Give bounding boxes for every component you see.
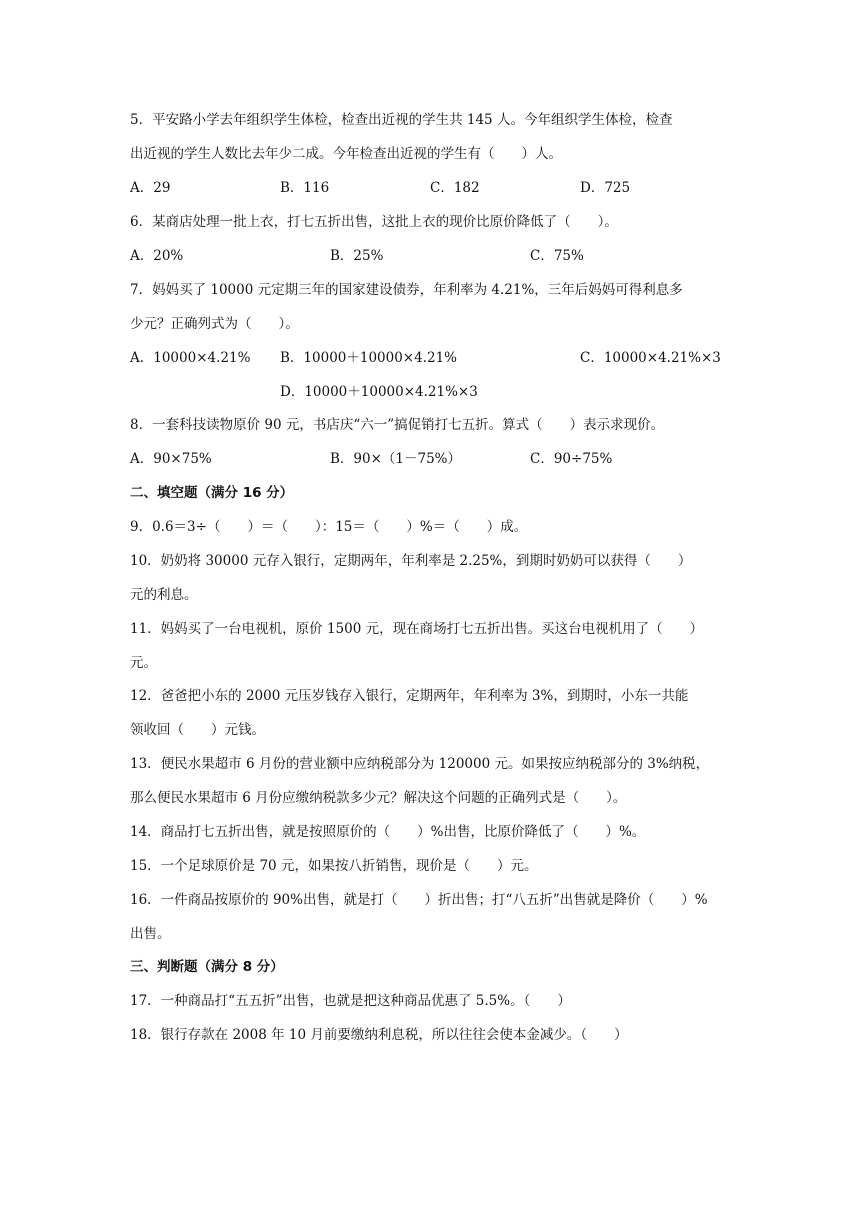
q6-line1: 6．某商店处理一批上衣，打七五折出售，这批上衣的现价比原价降低了（ ）。 (130, 214, 618, 230)
q16-line1: 16．一件商品按原价的 90%出售，就是打（ ）折出售；打“八五折”出售就是降价（ ）% (130, 892, 708, 908)
q16-line2: 出售。 (130, 926, 171, 942)
q15-line1: 15．一个足球原价是 70 元，如果按八折销售，现价是（ ）元。 (130, 858, 538, 874)
q5-option-d: D．725 (580, 180, 631, 196)
q5-option-c: C．182 (430, 180, 480, 196)
q14-line1: 14．商品打七五折出售，就是按照原价的（ ）%出售，比原价降低了（ ）%。 (130, 824, 646, 840)
section-2-heading: 二、填空题（满分 16 分） (130, 485, 294, 501)
q13-line1: 13．便民水果超市 6 月份的营业额中应纳税部分为 120000 元。如果按应纳税部分的 3%纳税， (130, 756, 710, 772)
q18-line1: 18．银行存款在 2008 年 10 月前要缴纳利息税，所以往往会使本金减少。（ ） (130, 1027, 628, 1043)
q7-line2: 少元？正确列式为（ ）。 (130, 316, 299, 332)
q17-line1: 17．一种商品打“五五折”出售，也就是把这种商品优惠了 5.5%。（ ） (130, 993, 571, 1009)
q12-line2: 领收回（ ）元钱。 (130, 722, 265, 738)
q10-line1: 10．奶奶将 30000 元存入银行，定期两年，年利率是 2.25%，到期时奶奶可以获得（ ） (130, 553, 692, 569)
q5-option-b: B．116 (280, 180, 330, 196)
q11-line2: 元。 (130, 655, 157, 671)
section-3-heading: 三、判断题（满分 8 分） (130, 959, 284, 975)
q12-line1: 12．爸爸把小东的 2000 元压岁钱存入银行，定期两年，年利率为 3%，到期时，小东一共能 (130, 688, 689, 704)
q5-line2: 出近视的学生人数比去年少二成。今年检查出近视的学生有（ ）人。 (130, 146, 562, 162)
q7-option-c: C．10000×4.21%×3 (580, 350, 721, 366)
q8-option-a: A．90×75% (130, 451, 212, 467)
q7-option-b: B．10000＋10000×4.21% (280, 350, 458, 366)
q6-option-c: C．75% (530, 248, 584, 264)
q10-line2: 元的利息。 (130, 587, 198, 603)
q6-option-b: B．25% (330, 248, 384, 264)
q7-line1: 7．妈妈买了 10000 元定期三年的国家建设债券，年利率为 4.21%，三年后妈妈可得利息多 (130, 282, 683, 298)
q8-option-b: B．90×（1－75%） (330, 451, 462, 467)
q11-line1: 11．妈妈买了一台电视机，原价 1500 元，现在商场打七五折出售。买这台电视机用了（ ） (130, 621, 704, 637)
q6-option-a: A．20% (130, 248, 184, 264)
q5-option-a: A．29 (130, 180, 171, 196)
q7-option-a: A．10000×4.21% (130, 350, 251, 366)
q9-line1: 9．0.6＝3÷（ ）＝（ ）：15＝（ ）%＝（ ）成。 (130, 519, 528, 535)
q8-option-c: C．90÷75% (530, 451, 613, 467)
q13-line2: 那么便民水果超市 6 月份应缴纳税款多少元？解决这个问题的正确列式是（ ）。 (130, 790, 627, 806)
q5-line1: 5．平安路小学去年组织学生体检，检查出近视的学生共 145 人。今年组织学生体检，检查 (130, 112, 673, 128)
q7-option-d: D．10000＋10000×4.21%×3 (280, 384, 478, 400)
q8-line1: 8．一套科技读物原价 90 元，书店庆“六一”搞促销打七五折。算式（ ）表示求现价。 (130, 417, 665, 433)
